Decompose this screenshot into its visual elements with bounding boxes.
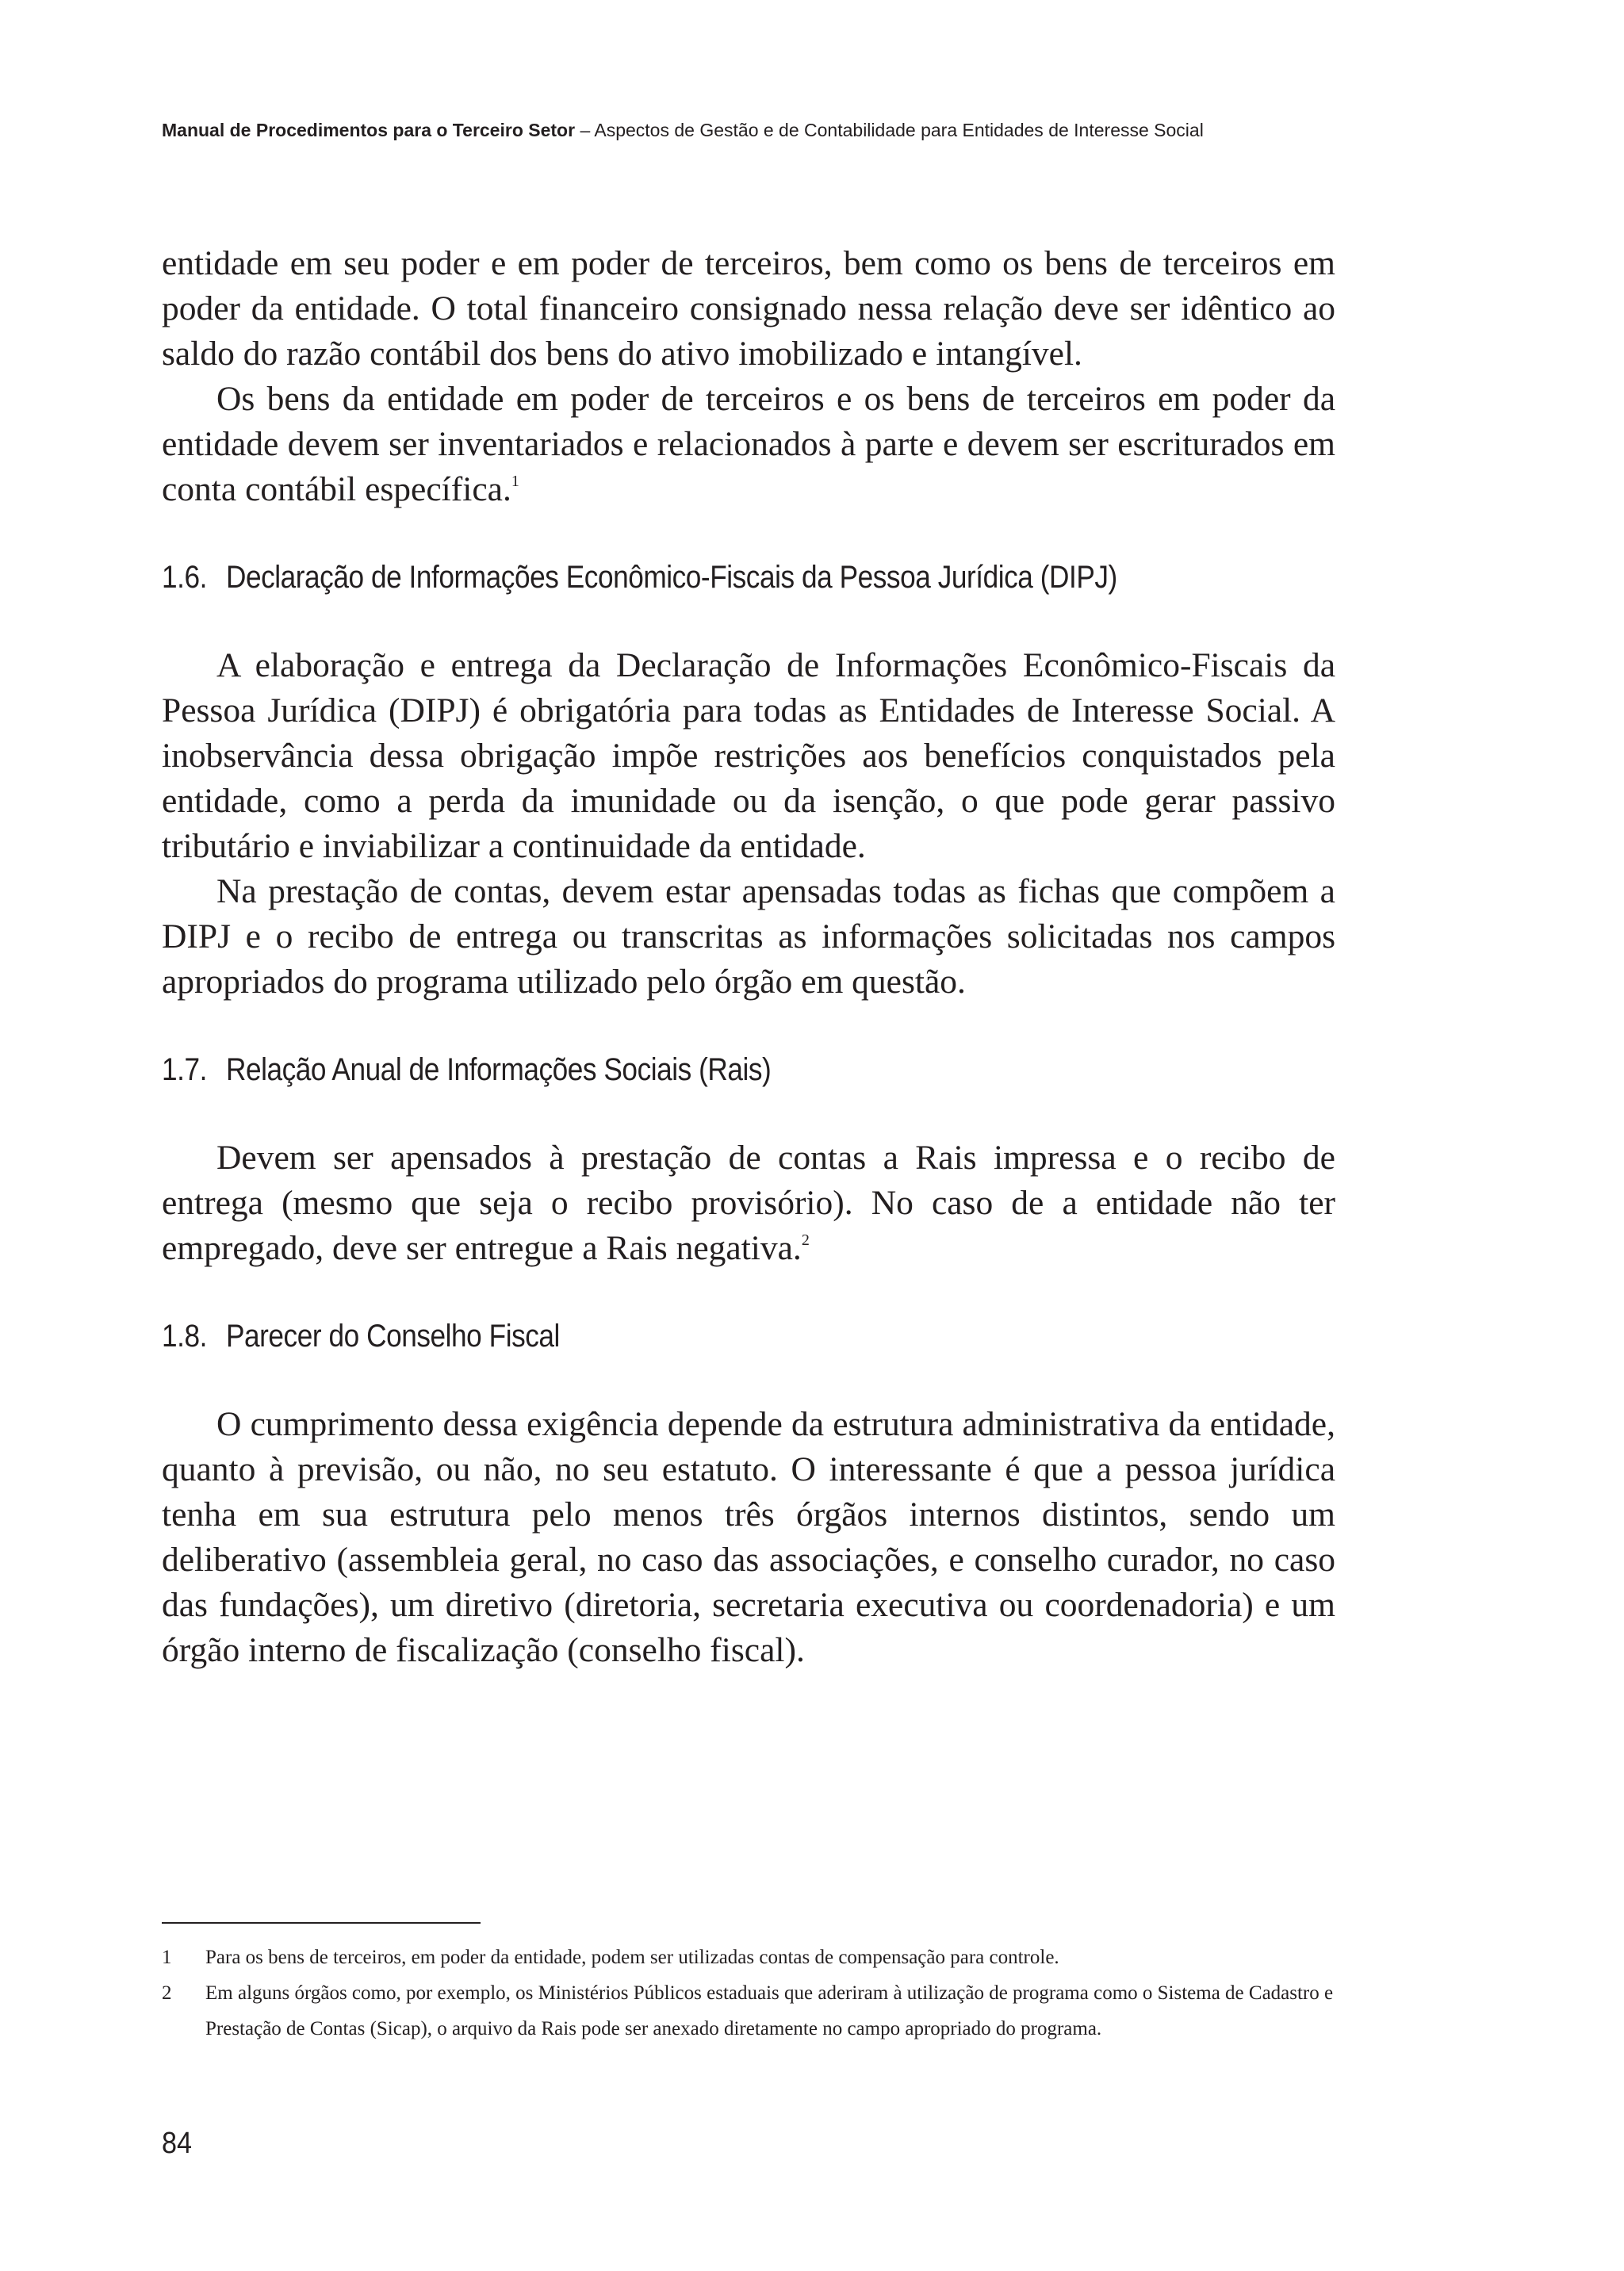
paragraph: [162, 1136, 1335, 1271]
spacer: [162, 512, 1335, 555]
spacer: [162, 1005, 1335, 1047]
paragraph: [162, 241, 1335, 377]
section-heading-1-7: [162, 1047, 1194, 1093]
running-head: [162, 117, 1510, 144]
paragraph-text: A elaboração e entrega da Declaração de Informações Econômico-Fiscais da Pessoa Jurídica (DIPJ) é obrigatória para todas as Entidades de Interesse Social. A inobservância dessa obrigação impõe restrições aos benefícios conquistados pela entidade, como a perda da imunidade ou da isenção, o que pode gerar passivo tributário e inviabilizar a continuidade da entidade.: [162, 646, 1335, 865]
footnote: [162, 1975, 1335, 2047]
section-heading-1-8: [162, 1314, 1194, 1359]
running-head-title: Manual de Procedimentos para o Terceiro Setor: [162, 120, 576, 140]
spacer: [162, 1271, 1335, 1314]
spacer: [162, 1359, 1335, 1402]
paragraph-text: Os bens da entidade em poder de terceiros e os bens de terceiros em poder da entidade devem ser inventariados e relacionados à parte e devem ser escriturados em conta contábil específica.: [162, 380, 1335, 508]
footnote-number: 1: [162, 1947, 172, 1968]
section-heading-1-6: [162, 555, 1194, 600]
footnote-number: 2: [162, 1982, 172, 2004]
footnote-text: Para os bens de terceiros, em poder da entidade, podem ser utilizadas contas de compensação para controle.: [205, 1947, 1059, 1968]
section-title: Relação Anual de Informações Sociais (Rais): [225, 1052, 772, 1087]
footnote: [162, 1940, 1335, 1975]
section-number: 1.7.: [162, 1052, 207, 1087]
section-number: 1.6.: [162, 560, 207, 595]
running-head-subtitle: – Aspectos de Gestão e de Contabilidade para Entidades de Interesse Social: [575, 120, 1204, 140]
spacer: [162, 1093, 1335, 1136]
paragraph-text: O cumprimento dessa exigência depende da estrutura administrativa da entidade, quanto à previsão, ou não, no seu estatuto. O interessante é que a pessoa jurídica tenha em sua estrutura pelo menos três órgãos internos distintos, sendo um deliberativo (assembleia geral, no caso das associações, e conselho curador, no caso das fundações), um diretivo (diretoria, secretaria executiva ou coordenadoria) e um órgão interno de fiscalização (conselho fiscal).: [162, 1405, 1335, 1669]
section-title: Declaração de Informações Econômico-Fiscais da Pessoa Jurídica (DIPJ): [225, 560, 1117, 595]
paragraph-text: Devem ser apensados à prestação de contas a Rais impressa e o recibo de entrega (mesmo que seja o recibo provisório). No caso de a entidade não ter empregado, deve ser entregue a Rais negativa.: [162, 1139, 1335, 1267]
paragraph-text: Na prestação de contas, devem estar apensadas todas as fichas que compõem a DIPJ e o recibo de entrega ou transcritas as informações solicitadas nos campos apropriados do programa utilizado pelo órgão em questão.: [162, 872, 1335, 1001]
body-text: [162, 241, 1335, 1673]
page-number: 84: [162, 2127, 193, 2160]
footnotes: [162, 1940, 1335, 2047]
footnote-reference: 1: [511, 473, 519, 490]
footnote-text: Em alguns órgãos como, por exemplo, os Ministérios Públicos estaduais que aderiram à utilização de programa como o Sistema de Cadastro e Prestação de Contas (Sicap), o arquivo da Rais pode ser anexado diretamente no campo apropriado do programa.: [205, 1982, 1334, 2039]
spacer: [162, 600, 1335, 643]
footnote-divider: [162, 1922, 481, 1924]
paragraph: [162, 869, 1335, 1005]
paragraph: [162, 643, 1335, 869]
section-title: Parecer do Conselho Fiscal: [225, 1319, 560, 1354]
paragraph-text: entidade em seu poder e em poder de terceiros, bem como os bens de terceiros em poder da entidade. O total financeiro consignado nessa relação deve ser idêntico ao saldo do razão contábil dos bens do ativo imobilizado e intangível.: [162, 244, 1335, 373]
paragraph: [162, 377, 1335, 512]
footnote-reference: 2: [801, 1231, 810, 1249]
section-number: 1.8.: [162, 1319, 207, 1354]
paragraph: [162, 1402, 1335, 1673]
